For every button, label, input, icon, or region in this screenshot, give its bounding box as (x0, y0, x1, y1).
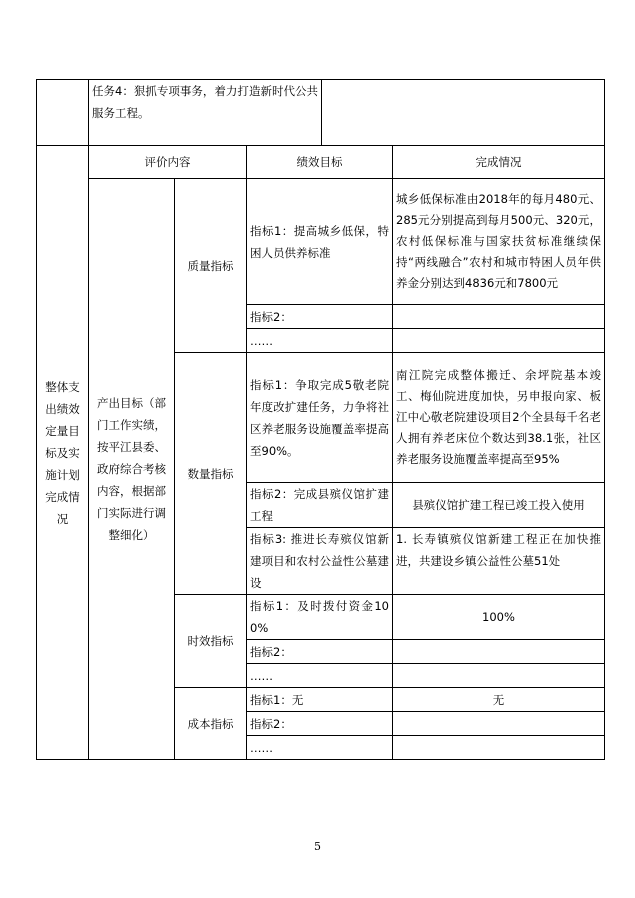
timeliness-completion-3 (393, 664, 605, 688)
timeliness-label-cell: 时效指标 (175, 595, 247, 688)
quantity-completion-1: 南江院完成整体搬迁、余坪院基本竣工、梅仙院进度加快，另申报向家、板江中心敬老院建设项目2个全县每千名老人拥有养老床位个数达到38.1张，社区养老服务设施覆盖率提高至95% (393, 353, 605, 483)
timeliness-target-2: 指标2： (247, 640, 393, 664)
top-right-cell (322, 80, 605, 146)
performance-table (36, 145, 605, 760)
cost-completion-2 (393, 712, 605, 736)
quantity-target-1: 指标1：争取完成5敬老院年度改扩建任务，力争将社区养老服务设施覆盖率提高至90%。 (247, 353, 393, 483)
header-completion: 完成情况 (393, 146, 605, 179)
cost-target-3: …… (247, 736, 393, 760)
task-cell (89, 80, 322, 146)
quality-target-1: 指标1：提高城乡低保，特困人员供养标准 (247, 179, 393, 305)
cost-completion-1: 无 (393, 688, 605, 712)
quality-completion-3 (393, 329, 605, 353)
table-row (37, 179, 605, 305)
table-header-row (37, 146, 605, 179)
output-target-label: 产出目标（部门工作实绩，按平江县委、政府综合考核内容，根据部门实际进行调整细化） (97, 396, 166, 542)
quality-label-cell: 质量指标 (175, 179, 247, 353)
task-text: 任务4：狠抓专项事务，着力打造新时代公共服务工程。 (92, 84, 318, 120)
quantity-label-cell: 数量指标 (175, 353, 247, 595)
page-number: 5 (314, 840, 321, 853)
top-left-cell (37, 80, 89, 146)
header-evaluation: 评价内容 (89, 146, 247, 179)
section-label: 整体支出绩效定量目标及实施计划完成情况 (45, 379, 80, 526)
cost-label-cell: 成本指标 (175, 688, 247, 760)
task-table (36, 79, 605, 146)
quantity-completion-2: 县殡仪馆扩建工程已竣工投入使用 (393, 483, 605, 528)
quality-completion-1: 城乡低保标准由2018年的每月480元、285元分别提高到每月500元、320元，农村低保标准与国家扶贫标准继续保持“两线融合”农村和城市特困人员年供养金分别达到4836元和7800元 (393, 179, 605, 305)
header-target: 绩效目标 (247, 146, 393, 179)
timeliness-target-3: …… (247, 664, 393, 688)
quantity-target-3: 指标3: 推进长寿殡仪馆新建项目和农村公益性公墓建设 (247, 528, 393, 595)
timeliness-completion-1: 100% (393, 595, 605, 640)
timeliness-completion-2 (393, 640, 605, 664)
quality-target-2: 指标2： (247, 305, 393, 329)
section-label-cell (37, 146, 89, 760)
quality-completion-2 (393, 305, 605, 329)
output-target-cell (89, 179, 175, 760)
timeliness-target-1: 指标1：及时拨付资金100% (247, 595, 393, 640)
cost-completion-3 (393, 736, 605, 760)
quantity-completion-3: 1. 长寿镇殡仪馆新建工程正在加快推进，共建设乡镇公益性公墓51处 (393, 528, 605, 595)
cost-target-1: 指标1：无 (247, 688, 393, 712)
quality-target-3: …… (247, 329, 393, 353)
quantity-target-2: 指标2：完成县殡仪馆扩建工程 (247, 483, 393, 528)
cost-target-2: 指标2： (247, 712, 393, 736)
